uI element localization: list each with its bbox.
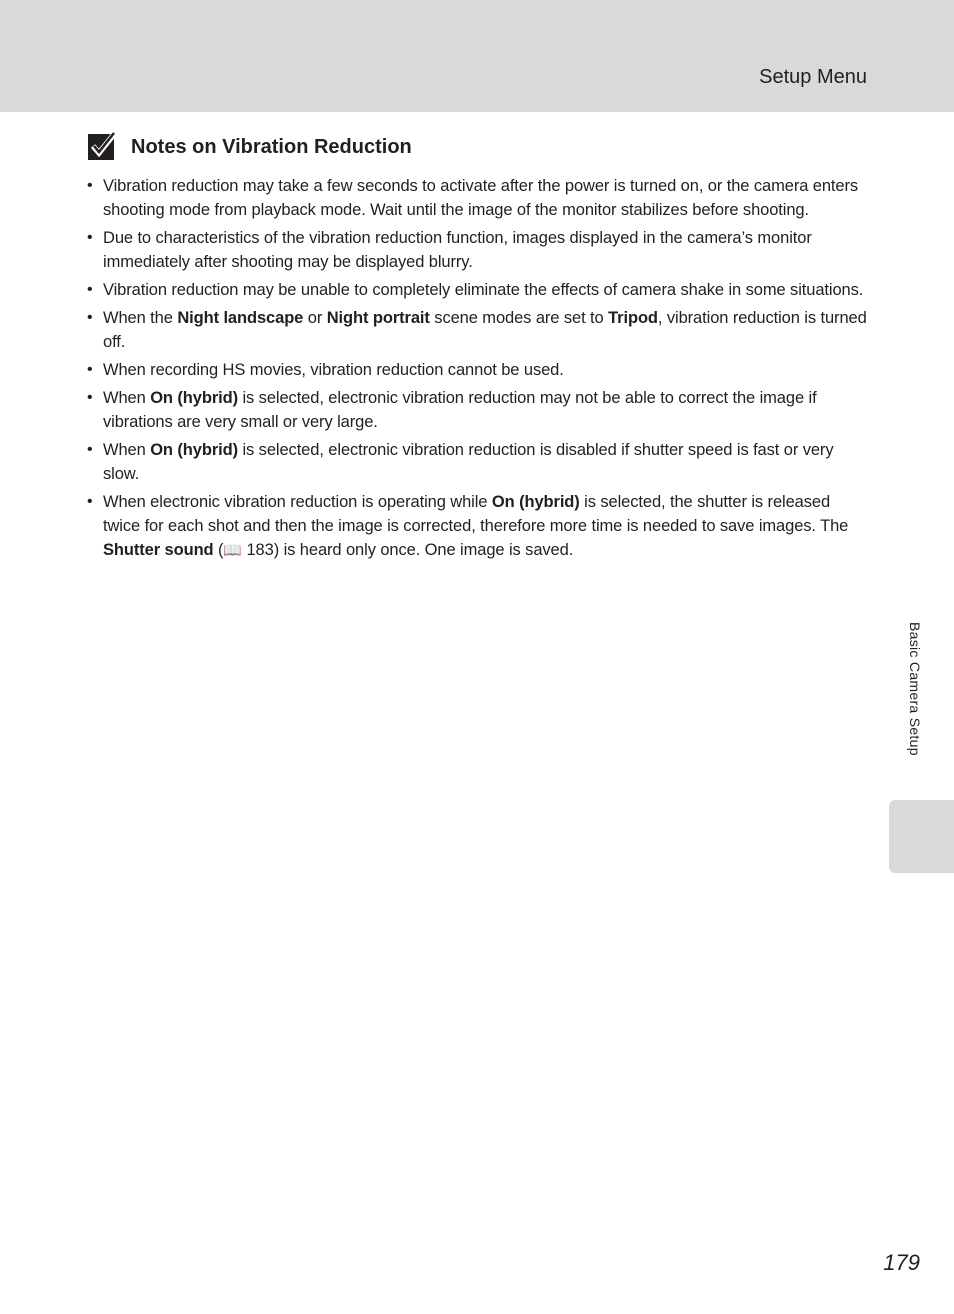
note-text: 183) is heard only once. One image is saved. xyxy=(242,541,574,559)
note-text: Due to characteristics of the vibration reduction function, images displayed in the camera’s monitor immediately after shooting may be displayed blurry. xyxy=(103,229,812,271)
note-item xyxy=(103,358,869,382)
note-text: When electronic vibration reduction is operating while xyxy=(103,493,492,511)
note-title: Notes on Vibration Reduction xyxy=(131,135,412,158)
note-term: Shutter sound xyxy=(103,541,214,559)
note-term: Night landscape xyxy=(177,309,304,327)
note-term: On (hybrid) xyxy=(150,389,238,407)
note-item xyxy=(103,226,869,274)
note-text: Vibration reduction may be unable to completely eliminate the effects of camera shake in some situations. xyxy=(103,281,864,299)
note-term: On (hybrid) xyxy=(150,441,238,459)
note-item xyxy=(103,174,869,222)
page-number: 179 xyxy=(883,1250,920,1275)
note-text: When xyxy=(103,441,151,459)
note-text: scene modes are set to xyxy=(429,309,609,327)
note-text: or xyxy=(303,309,327,327)
section-title: Setup Menu xyxy=(759,66,867,88)
note-text: When recording HS movies, vibration reduction cannot be used. xyxy=(103,361,564,379)
note-text: Vibration reduction may take a few seconds to activate after the power is turned on, or the camera enters shooting mode from playback mode. Wait until the image of the monitor stabilizes before shooting. xyxy=(103,177,859,219)
note-text: is selected, electronic vibration reduction is disabled if shutter speed is fast or very slow. xyxy=(103,441,834,483)
side-tab-label: Basic Camera Setup xyxy=(907,622,923,756)
note-text: is selected, the shutter is released twice for each shot and then the image is corrected, therefore more time is needed to save images. The xyxy=(103,493,849,535)
note-item xyxy=(103,438,869,486)
book-reference-icon: 📖 xyxy=(223,542,242,559)
note-item xyxy=(103,490,869,563)
note-term: On (hybrid) xyxy=(491,493,580,511)
side-tab xyxy=(889,800,954,873)
note-text: , vibration reduction is turned off. xyxy=(103,309,867,351)
note-heading xyxy=(88,132,412,162)
note-text: When xyxy=(103,389,151,407)
note-item xyxy=(103,386,869,434)
note-text: When the xyxy=(103,309,178,327)
note-text: is selected, electronic vibration reduction may not be able to correct the image if vibrations are very small or very large. xyxy=(103,389,817,431)
note-term: Tripod xyxy=(608,309,658,327)
checkmark-note-icon xyxy=(88,132,118,162)
header-band xyxy=(0,0,954,112)
note-item xyxy=(103,306,869,354)
note-text: ( xyxy=(213,541,224,559)
notes-list xyxy=(103,174,869,567)
note-item xyxy=(103,278,869,302)
note-term: Night portrait xyxy=(326,309,430,327)
